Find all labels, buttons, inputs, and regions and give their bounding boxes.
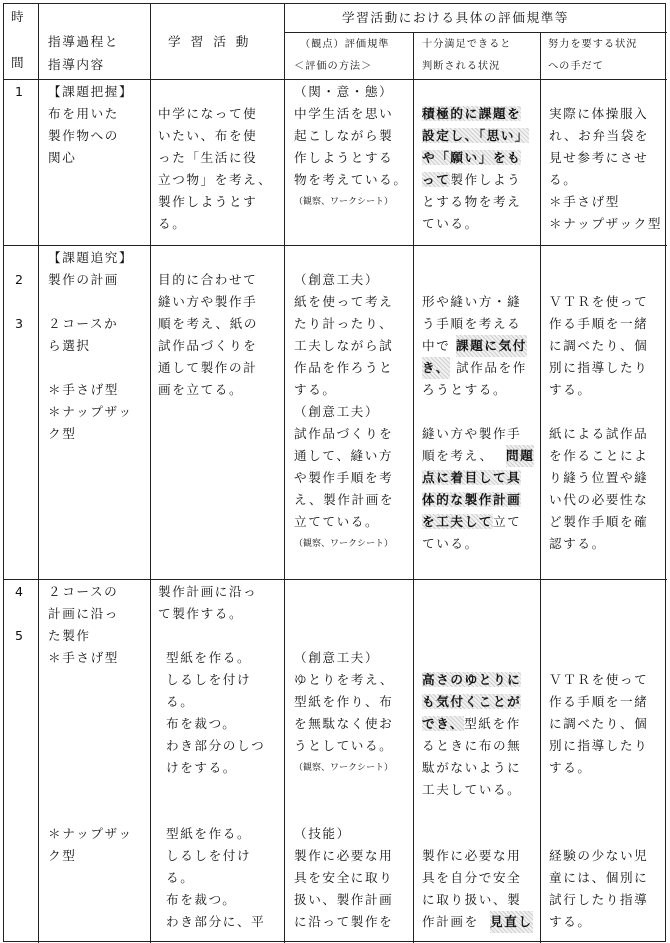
activity-text: て製作する。 (158, 606, 244, 621)
activity-text: 布を裁つ。 (166, 716, 237, 731)
highlighted-phrase: 点に着目して具 (422, 470, 522, 485)
header-criteria-2: ＜評価の方法＞ (294, 61, 373, 72)
satisfied-text (422, 511, 521, 533)
criteria-text: する。 (294, 382, 337, 397)
process-text: 関心 (48, 150, 77, 165)
criteria-text: を無駄なく使お (294, 716, 394, 731)
plain-phrase: 作計画を (422, 914, 479, 929)
criteria-text: 作しようとする (294, 150, 394, 165)
process-text: 製作の計画 (48, 272, 119, 287)
plain-phrase: 製作しよう (450, 172, 522, 187)
plain-phrase: う手順を考える (422, 316, 522, 331)
support-text: ＶＴＲを使って (549, 294, 649, 309)
criteria-text: （技能） (294, 826, 351, 841)
support-text: 経験の少ない児 (549, 848, 649, 863)
support-text: 紙による試作品 (549, 426, 649, 441)
activity-text: わき部分のしつ (166, 738, 266, 753)
criteria-text: 立てている。 (294, 514, 380, 529)
support-text: 実際に体操服入 (549, 106, 649, 121)
header-support-2: への手だて (548, 61, 604, 72)
plain-phrase: 工夫している。 (422, 782, 522, 797)
plain-phrase: 順を考え、 (422, 448, 494, 463)
header-process-1: 指導過程と (48, 34, 119, 49)
satisfied-text (422, 889, 521, 911)
header-satisfied-2: 判断される状況 (422, 61, 501, 72)
satisfied-text (422, 691, 521, 713)
col-divider (413, 32, 414, 943)
support-text: ＊手さげ型 (549, 194, 620, 209)
satisfied-text (422, 489, 521, 511)
plain-phrase: 中で (422, 338, 451, 353)
process-text: 【課題追究】 (48, 250, 134, 265)
support-text: する。 (549, 914, 592, 929)
col-divider (38, 4, 39, 943)
support-text: 認する。 (549, 536, 606, 551)
satisfied-text (422, 735, 521, 757)
satisfied-text (422, 103, 521, 125)
support-text: に調べたり、個 (549, 338, 649, 353)
criteria-text: （観察、ワークシート） (294, 763, 394, 773)
criteria-text: 扱い、製作計画 (294, 892, 394, 907)
activity-text: 型紙を作る。 (166, 650, 252, 665)
satisfied-text (422, 169, 521, 191)
activity-text: る。 (166, 870, 195, 885)
process-text: ＊ナップザッ (48, 404, 133, 419)
activity-text: しるしを付け (166, 848, 252, 863)
time-text: 5 (15, 628, 25, 643)
process-text: ク型 (48, 848, 77, 863)
support-text: する。 (549, 382, 592, 397)
support-text: 別に指導したり (549, 360, 649, 375)
plain-phrase: 立て (492, 514, 522, 529)
satisfied-text (422, 911, 479, 933)
satisfied-text (422, 313, 521, 335)
criteria-text: （創意工夫） (294, 404, 380, 419)
activity-text: る。 (158, 216, 187, 231)
criteria-text: 試作品づくりを (294, 426, 394, 441)
plain-phrase: に取り扱い、製 (422, 892, 522, 907)
satisfied-text (422, 533, 479, 555)
satisfied-text (422, 213, 479, 235)
process-text: ２コースか (48, 316, 119, 331)
activity-text: しるしを付け (166, 672, 252, 687)
satisfied-text (422, 291, 521, 313)
header-satisfied-1: 十分満足できると (422, 39, 512, 50)
criteria-text: 製作に必要な用 (294, 848, 394, 863)
process-text: ２コースの (48, 584, 119, 599)
activity-text: 順を考え、紙の (158, 316, 259, 331)
criteria-text: 具を安全に取り (294, 870, 394, 885)
criteria-text: 工夫しながら試 (294, 338, 394, 353)
activity-text: 通して製作の計 (158, 360, 258, 375)
process-text: た製作 (48, 628, 91, 643)
activity-text: わき部分に、平 (166, 914, 266, 929)
criteria-text: たり計ったり、 (294, 316, 394, 331)
header-criteria-1: （観点）評価規準 (300, 39, 390, 50)
activity-text: 画を立てる。 (158, 382, 244, 397)
col-divider (540, 32, 541, 943)
plain-phrase: 試作品を作 (456, 360, 527, 375)
header-time-2: 間 (11, 55, 26, 70)
criteria-text: （創意工夫） (294, 650, 380, 665)
satisfied-text (422, 669, 521, 691)
support-text: 作る手順を一緒 (549, 694, 649, 709)
highlighted-phrase: 問題 (506, 445, 534, 467)
header-eval-group: 学習活動における具体の評価規準等 (342, 10, 570, 25)
criteria-text: うとしている。 (294, 738, 394, 753)
plain-phrase: 縫い方や製作手 (422, 426, 522, 441)
criteria-text: に沿って製作を (294, 914, 394, 929)
row-divider (4, 579, 667, 580)
highlighted-phrase: を工夫して (422, 514, 493, 529)
activity-text: 布を裁つ。 (166, 892, 237, 907)
satisfied-text (422, 779, 521, 801)
time-text: 3 (15, 316, 25, 331)
header-time-1: 時 (11, 9, 26, 24)
plain-phrase: 具を自分で安全 (422, 870, 522, 885)
criteria-text: （創意工夫） (294, 272, 380, 287)
activity-text: 製作しようとす (158, 194, 258, 209)
activity-text: 試作品づくりを (158, 338, 258, 353)
support-text: 試行したり指導 (549, 892, 649, 907)
activity-text: 中学になって使 (158, 106, 258, 121)
satisfied-text (422, 335, 450, 357)
process-text: ら選択 (48, 338, 91, 353)
support-text: 童には、個別に (549, 870, 649, 885)
satisfied-text (422, 757, 521, 779)
criteria-text: や製作手順を考 (294, 470, 394, 485)
highlighted-phrase: でき、 (422, 716, 465, 731)
activity-text: けをする。 (166, 760, 237, 775)
plain-phrase: 型紙を作 (464, 716, 521, 731)
criteria-text: ゆとりを考え、 (294, 672, 395, 687)
support-text: に調べたり、個 (549, 716, 649, 731)
highlighted-phrase: 見直し (490, 911, 533, 933)
plain-phrase: ろうとする。 (422, 382, 508, 397)
criteria-text: 型紙を作り、布 (294, 694, 394, 709)
highlighted-phrase: 設定し、「思い」 (422, 128, 530, 143)
header-support-1: 努力を要する状況 (548, 39, 638, 50)
process-text: ク型 (48, 426, 77, 441)
process-text: 【課題把握】 (48, 84, 134, 99)
satisfied-text (422, 867, 521, 889)
satisfied-text (422, 147, 521, 169)
criteria-text: （関・意・態） (294, 84, 394, 99)
plain-phrase: ている。 (422, 216, 479, 231)
support-text: ＶＴＲを使って (549, 672, 649, 687)
activity-text: 縫い方や製作手 (158, 294, 258, 309)
evaluation-plan-table (3, 3, 666, 942)
support-text: い代の必要性な (549, 492, 649, 507)
time-text: 2 (15, 272, 25, 287)
satisfied-text (422, 845, 521, 867)
criteria-text: （観察、ワークシート） (294, 197, 394, 207)
plain-phrase: 製作に必要な用 (422, 848, 522, 863)
satisfied-text (422, 713, 521, 735)
highlighted-phrase: 課題に気付 (456, 335, 527, 357)
criteria-text: 通して、縫い方 (294, 448, 394, 463)
highlighted-phrase: き、 (422, 357, 450, 379)
activity-text: 目的に合わせて (158, 272, 258, 287)
support-text: を作ることによ (549, 448, 649, 463)
highlighted-phrase: 積極的に課題を (422, 106, 522, 121)
criteria-text: 中学生活を思い (294, 106, 394, 121)
highlighted-phrase: 体的な製作計画 (422, 492, 522, 507)
activity-text: った「生活に役 (158, 150, 258, 165)
header-process-2: 指導内容 (48, 57, 105, 72)
row-divider (4, 245, 667, 246)
plain-phrase: 駄がないように (422, 760, 522, 775)
plain-phrase: ている。 (422, 536, 479, 551)
support-text: る。 (549, 172, 578, 187)
satisfied-text (422, 445, 494, 467)
process-text: 布を用いた (48, 106, 119, 121)
highlighted-phrase: や「願い」をも (422, 150, 522, 165)
activity-text: る。 (166, 694, 195, 709)
activity-text: 立つ物」を考え、 (158, 172, 273, 187)
time-text: 4 (15, 584, 25, 599)
process-text: 製作物への (48, 128, 119, 143)
criteria-text: （観察、ワークシート） (294, 539, 394, 549)
col-divider (284, 4, 285, 943)
support-text: れ、お弁当袋を (549, 128, 650, 143)
support-text: する。 (549, 760, 592, 775)
activity-text: いたい、布を使 (158, 128, 258, 143)
activity-text: 製作計画に沿っ (158, 584, 258, 599)
highlighted-phrase: も気付くことが (422, 694, 522, 709)
criteria-text: 作品を作ろうと (294, 360, 394, 375)
process-text: ＊手さげ型 (48, 650, 119, 665)
criteria-text: 起こしながら製 (294, 128, 394, 143)
support-text: ど製作手順を確 (549, 514, 649, 529)
support-text: 見せ参考にさせ (549, 150, 649, 165)
satisfied-text (422, 423, 521, 445)
criteria-text: え、製作計画を (294, 492, 395, 507)
criteria-text: 紙を使って考え (294, 294, 394, 309)
criteria-text: 物を考えている。 (294, 172, 408, 187)
time-text: 1 (15, 84, 25, 99)
support-text: り縫う位置や縫 (549, 470, 649, 485)
highlighted-phrase: って (422, 172, 451, 187)
process-text: 計画に沿っ (48, 606, 119, 621)
satisfied-text (422, 467, 521, 489)
row-divider (4, 79, 667, 80)
activity-text: 型紙を作る。 (166, 826, 252, 841)
satisfied-text (422, 191, 521, 213)
header-activity: 学 習 活 動 (168, 34, 252, 49)
process-text: ＊手さげ型 (48, 382, 119, 397)
process-text: ＊ナップザッ (48, 826, 133, 841)
support-text: 作る手順を一緒 (549, 316, 649, 331)
satisfied-text (422, 125, 529, 147)
support-text: 別に指導したり (549, 738, 649, 753)
col-divider (150, 4, 151, 943)
support-text: ＊ナップザック型 (549, 216, 663, 231)
highlighted-phrase: 高さのゆとりに (422, 672, 522, 687)
plain-phrase: とする物を考え (422, 194, 522, 209)
satisfied-text (422, 379, 507, 401)
plain-phrase: 形や縫い方・縫 (422, 294, 522, 309)
row-divider (284, 32, 667, 33)
plain-phrase: るときに布の無 (422, 738, 522, 753)
